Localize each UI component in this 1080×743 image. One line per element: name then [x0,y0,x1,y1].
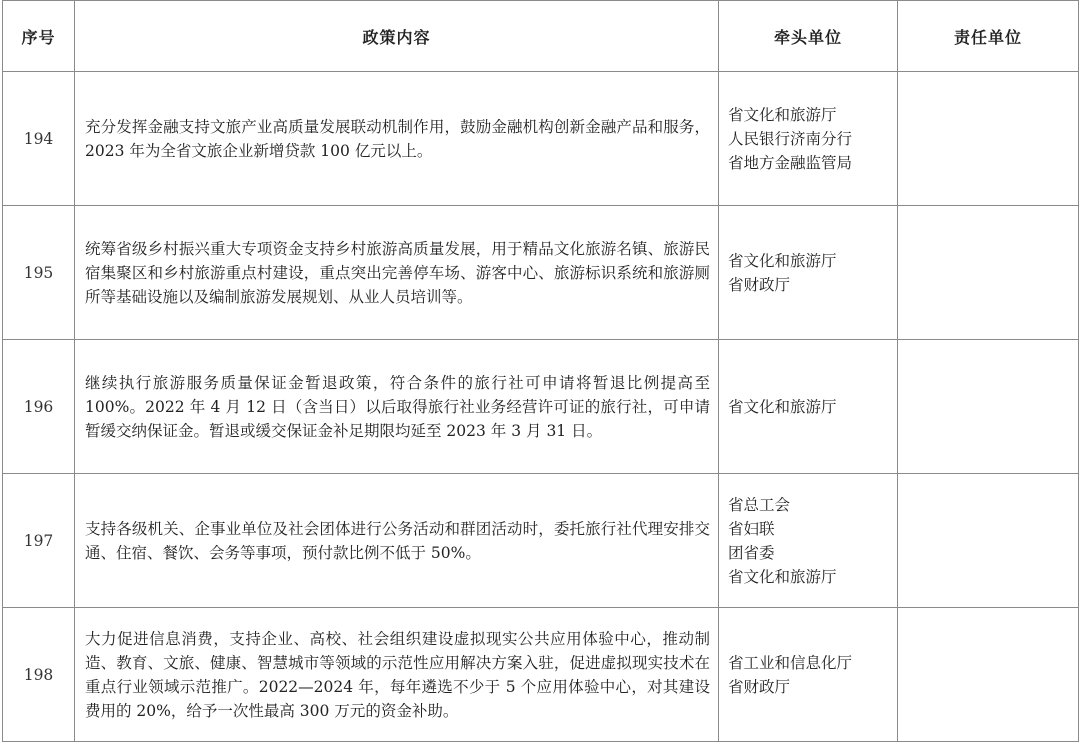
lead-unit: 人民银行济南分行 [728,129,853,148]
row-number: 196 [3,340,75,474]
lead-unit: 省文化和旅游厅 [728,567,837,586]
policy-content: 支持各级机关、企事业单位及社会团体进行公务活动和群团活动时，委托旅行社代理安排交通、住宿、餐饮、会务等事项，预付款比例不低于 50%。 [75,474,719,608]
policy-content: 统筹省级乡村振兴重大专项资金支持乡村旅游高质量发展，用于精品文化旅游名镇、旅游民宿集聚区和乡村旅游重点村建设，重点突出完善停车场、游客中心、旅游标识系统和旅游厕所等基础设施以及编制旅游发展规划、从业人员培训等。 [75,206,719,340]
table-row [3,340,1079,474]
lead-unit: 省财政厅 [728,677,791,696]
lead-unit: 省财政厅 [728,275,791,294]
table-header-row [3,1,1079,72]
row-number: 194 [3,72,75,206]
header-lead: 牵头单位 [719,1,898,72]
table-row [3,608,1079,742]
row-number: 198 [3,608,75,742]
lead-units [719,474,898,608]
lead-unit: 省文化和旅游厅 [728,397,837,416]
lead-unit: 省总工会 [728,495,791,514]
row-number: 197 [3,474,75,608]
header-responsible: 责任单位 [898,1,1079,72]
responsible-units [898,206,1079,340]
lead-units [719,340,898,474]
responsible-units [898,72,1079,206]
row-number: 195 [3,206,75,340]
lead-units [719,206,898,340]
lead-unit: 省工业和信息化厅 [728,653,853,672]
lead-unit: 省妇联 [728,519,775,538]
lead-unit: 省文化和旅游厅 [728,105,837,124]
policy-content: 大力促进信息消费，支持企业、高校、社会组织建设虚拟现实公共应用体验中心，推动制造、教育、文旅、健康、智慧城市等领域的示范性应用解决方案入驻，促进虚拟现实技术在重点行业领域示范推广。2022—2024 年，每年遴选不少于 5 个应用体验中心，对其建设费用的 20%，给予一次性最高 300 万元的资金补助。 [75,608,719,742]
lead-unit: 省文化和旅游厅 [728,251,837,270]
header-no: 序号 [3,1,75,72]
policy-content: 继续执行旅游服务质量保证金暂退政策，符合条件的旅行社可申请将暂退比例提高至 100%。2022 年 4 月 12 日（含当日）以后取得旅行社业务经营许可证的旅行社，可申请暂缓交纳保证金。暂退或缓交保证金补足期限均延至 2023 年 3 月 31 日。 [75,340,719,474]
header-content: 政策内容 [75,1,719,72]
policy-content: 充分发挥金融支持文旅产业高质量发展联动机制作用，鼓励金融机构创新金融产品和服务，2023 年为全省文旅企业新增贷款 100 亿元以上。 [75,72,719,206]
responsible-units [898,340,1079,474]
table-row [3,474,1079,608]
policy-table [2,0,1079,742]
lead-unit: 团省委 [728,543,775,562]
lead-units [719,608,898,742]
responsible-units [898,608,1079,742]
lead-unit: 省地方金融监管局 [728,153,853,172]
responsible-units [898,474,1079,608]
table-row [3,72,1079,206]
lead-units [719,72,898,206]
table-row [3,206,1079,340]
